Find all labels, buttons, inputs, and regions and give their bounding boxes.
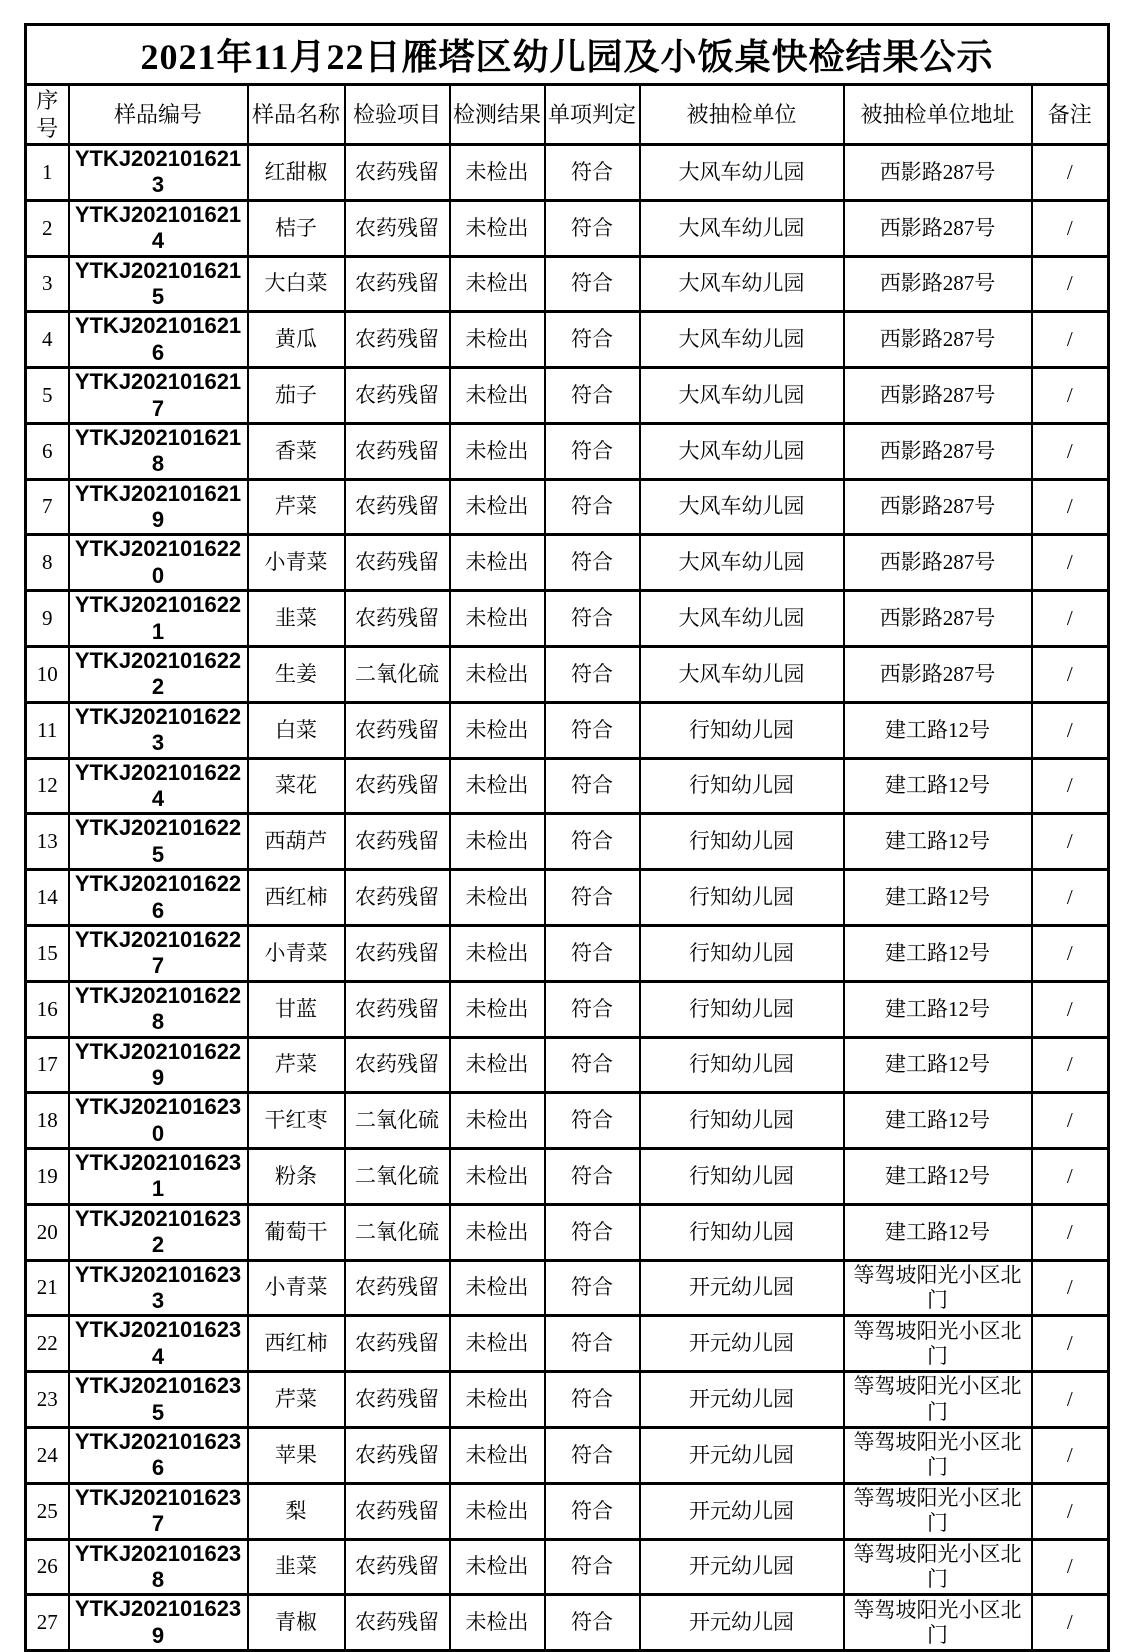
cell-serial: 25 — [26, 1483, 69, 1539]
cell-test-result: 未检出 — [450, 702, 545, 758]
cell-serial: 27 — [26, 1595, 69, 1651]
cell-serial: 9 — [26, 591, 69, 647]
cell-judgment: 符合 — [545, 814, 640, 870]
cell-unit-address: 西影路287号 — [844, 535, 1032, 591]
column-header-sample-id: 样品编号 — [69, 85, 248, 145]
cell-judgment: 符合 — [545, 145, 640, 201]
cell-serial: 18 — [26, 1093, 69, 1149]
cell-remark: / — [1032, 1093, 1109, 1149]
cell-sample-name: 大白菜 — [248, 256, 345, 312]
cell-remark: / — [1032, 1539, 1109, 1595]
cell-remark: / — [1032, 925, 1109, 981]
cell-test-result: 未检出 — [450, 423, 545, 479]
column-header-remark: 备注 — [1032, 85, 1109, 145]
table-row — [26, 1316, 1109, 1372]
cell-test-result: 未检出 — [450, 1539, 545, 1595]
cell-judgment: 符合 — [545, 200, 640, 256]
cell-judgment: 符合 — [545, 1037, 640, 1093]
cell-serial: 16 — [26, 981, 69, 1037]
cell-sampled-unit: 大风车幼儿园 — [640, 145, 844, 201]
cell-judgment: 符合 — [545, 368, 640, 424]
table-row — [26, 1483, 1109, 1539]
cell-test-result: 未检出 — [450, 1483, 545, 1539]
cell-sampled-unit: 大风车幼儿园 — [640, 535, 844, 591]
cell-sample-id: YTKJ2021016230 — [69, 1093, 248, 1149]
table-row — [26, 1427, 1109, 1483]
cell-sample-id: YTKJ2021016218 — [69, 423, 248, 479]
cell-sample-name: 粉条 — [248, 1149, 345, 1205]
cell-sample-name: 菜花 — [248, 758, 345, 814]
cell-remark: / — [1032, 200, 1109, 256]
cell-serial: 5 — [26, 368, 69, 424]
page-title: 2021年11月22日雁塔区幼儿园及小饭桌快检结果公示 — [26, 25, 1109, 85]
cell-sampled-unit: 行知幼儿园 — [640, 758, 844, 814]
cell-test-item: 农药残留 — [345, 870, 450, 926]
cell-test-item: 农药残留 — [345, 312, 450, 368]
cell-judgment: 符合 — [545, 647, 640, 703]
column-header-judgment: 单项判定 — [545, 85, 640, 145]
cell-sample-id: YTKJ2021016224 — [69, 758, 248, 814]
table-row — [26, 1093, 1109, 1149]
cell-judgment: 符合 — [545, 981, 640, 1037]
table-row — [26, 1204, 1109, 1260]
cell-test-result: 未检出 — [450, 145, 545, 201]
cell-test-result: 未检出 — [450, 256, 545, 312]
cell-remark: / — [1032, 702, 1109, 758]
cell-sample-name: 芹菜 — [248, 1037, 345, 1093]
cell-remark: / — [1032, 981, 1109, 1037]
cell-remark: / — [1032, 758, 1109, 814]
cell-serial: 20 — [26, 1204, 69, 1260]
cell-serial: 6 — [26, 423, 69, 479]
column-header-test-result: 检测结果 — [450, 85, 545, 145]
cell-serial: 3 — [26, 256, 69, 312]
cell-test-item: 农药残留 — [345, 200, 450, 256]
cell-test-item: 二氧化硫 — [345, 647, 450, 703]
cell-sample-id: YTKJ2021016234 — [69, 1316, 248, 1372]
cell-test-item: 农药残留 — [345, 702, 450, 758]
cell-sample-name: 芹菜 — [248, 1372, 345, 1428]
cell-unit-address: 等驾坡阳光小区北门 — [844, 1316, 1032, 1372]
cell-sample-id: YTKJ2021016213 — [69, 145, 248, 201]
cell-test-result: 未检出 — [450, 1260, 545, 1316]
cell-test-result: 未检出 — [450, 479, 545, 535]
cell-serial: 19 — [26, 1149, 69, 1205]
cell-test-item: 农药残留 — [345, 1539, 450, 1595]
cell-remark: / — [1032, 479, 1109, 535]
table-row — [26, 423, 1109, 479]
cell-test-result: 未检出 — [450, 1149, 545, 1205]
cell-judgment: 符合 — [545, 870, 640, 926]
cell-test-result: 未检出 — [450, 1427, 545, 1483]
title-row — [26, 25, 1109, 85]
table-row — [26, 368, 1109, 424]
cell-unit-address: 等驾坡阳光小区北门 — [844, 1260, 1032, 1316]
cell-serial: 15 — [26, 925, 69, 981]
cell-unit-address: 建工路12号 — [844, 1149, 1032, 1205]
cell-test-item: 二氧化硫 — [345, 1149, 450, 1205]
cell-test-result: 未检出 — [450, 1093, 545, 1149]
cell-test-result: 未检出 — [450, 1037, 545, 1093]
table-row — [26, 479, 1109, 535]
cell-unit-address: 西影路287号 — [844, 368, 1032, 424]
cell-serial: 2 — [26, 200, 69, 256]
cell-sampled-unit: 大风车幼儿园 — [640, 423, 844, 479]
cell-sample-name: 红甜椒 — [248, 145, 345, 201]
cell-sample-id: YTKJ2021016222 — [69, 647, 248, 703]
cell-unit-address: 西影路287号 — [844, 479, 1032, 535]
cell-sample-name: 西红柿 — [248, 870, 345, 926]
cell-sample-id: YTKJ2021016227 — [69, 925, 248, 981]
cell-sample-name: 桔子 — [248, 200, 345, 256]
table-row — [26, 925, 1109, 981]
document-page — [0, 23, 1131, 1648]
cell-sample-name: 韭菜 — [248, 591, 345, 647]
cell-sample-id: YTKJ2021016215 — [69, 256, 248, 312]
cell-test-item: 农药残留 — [345, 814, 450, 870]
cell-unit-address: 建工路12号 — [844, 702, 1032, 758]
cell-test-result: 未检出 — [450, 1204, 545, 1260]
cell-sample-name: 西红柿 — [248, 1316, 345, 1372]
cell-serial: 23 — [26, 1372, 69, 1428]
cell-remark: / — [1032, 1204, 1109, 1260]
inspection-results-table — [24, 23, 1110, 1652]
cell-sample-id: YTKJ2021016239 — [69, 1595, 248, 1651]
cell-remark: / — [1032, 368, 1109, 424]
cell-remark: / — [1032, 256, 1109, 312]
cell-remark: / — [1032, 1316, 1109, 1372]
table-row — [26, 1539, 1109, 1595]
table-row — [26, 312, 1109, 368]
cell-sample-name: 干红枣 — [248, 1093, 345, 1149]
cell-sample-name: 小青菜 — [248, 1260, 345, 1316]
cell-test-result: 未检出 — [450, 200, 545, 256]
cell-test-result: 未检出 — [450, 312, 545, 368]
cell-judgment: 符合 — [545, 1260, 640, 1316]
cell-remark: / — [1032, 870, 1109, 926]
cell-test-item: 农药残留 — [345, 1483, 450, 1539]
cell-remark: / — [1032, 1372, 1109, 1428]
cell-unit-address: 西影路287号 — [844, 200, 1032, 256]
cell-remark: / — [1032, 1595, 1109, 1651]
cell-unit-address: 等驾坡阳光小区北门 — [844, 1372, 1032, 1428]
cell-sample-id: YTKJ2021016232 — [69, 1204, 248, 1260]
table-row — [26, 981, 1109, 1037]
cell-unit-address: 建工路12号 — [844, 1037, 1032, 1093]
cell-test-item: 农药残留 — [345, 1595, 450, 1651]
cell-judgment: 符合 — [545, 423, 640, 479]
cell-sample-name: 小青菜 — [248, 925, 345, 981]
table-row — [26, 758, 1109, 814]
cell-judgment: 符合 — [545, 1595, 640, 1651]
cell-judgment: 符合 — [545, 1149, 640, 1205]
cell-sampled-unit: 行知幼儿园 — [640, 814, 844, 870]
cell-sampled-unit: 行知幼儿园 — [640, 1149, 844, 1205]
column-header-serial: 序号 — [26, 85, 69, 145]
cell-sampled-unit: 开元幼儿园 — [640, 1260, 844, 1316]
cell-sampled-unit: 行知幼儿园 — [640, 1037, 844, 1093]
cell-judgment: 符合 — [545, 1316, 640, 1372]
cell-sampled-unit: 开元幼儿园 — [640, 1483, 844, 1539]
cell-sample-id: YTKJ2021016221 — [69, 591, 248, 647]
cell-remark: / — [1032, 1483, 1109, 1539]
cell-unit-address: 建工路12号 — [844, 870, 1032, 926]
cell-unit-address: 建工路12号 — [844, 758, 1032, 814]
cell-sample-name: 甘蓝 — [248, 981, 345, 1037]
cell-sample-name: 白菜 — [248, 702, 345, 758]
cell-judgment: 符合 — [545, 312, 640, 368]
table-row — [26, 535, 1109, 591]
cell-serial: 4 — [26, 312, 69, 368]
cell-sample-id: YTKJ2021016229 — [69, 1037, 248, 1093]
table-row — [26, 647, 1109, 703]
cell-sample-id: YTKJ2021016238 — [69, 1539, 248, 1595]
cell-serial: 8 — [26, 535, 69, 591]
cell-test-result: 未检出 — [450, 1316, 545, 1372]
cell-test-result: 未检出 — [450, 870, 545, 926]
cell-test-item: 农药残留 — [345, 1427, 450, 1483]
table-row — [26, 200, 1109, 256]
cell-judgment: 符合 — [545, 925, 640, 981]
cell-test-item: 农药残留 — [345, 925, 450, 981]
cell-test-result: 未检出 — [450, 981, 545, 1037]
cell-unit-address: 等驾坡阳光小区北门 — [844, 1483, 1032, 1539]
cell-test-result: 未检出 — [450, 1595, 545, 1651]
cell-unit-address: 建工路12号 — [844, 1093, 1032, 1149]
cell-remark: / — [1032, 647, 1109, 703]
table-row — [26, 870, 1109, 926]
column-header-sample-name: 样品名称 — [248, 85, 345, 145]
cell-sample-id: YTKJ2021016223 — [69, 702, 248, 758]
cell-unit-address: 西影路287号 — [844, 423, 1032, 479]
cell-judgment: 符合 — [545, 758, 640, 814]
cell-sampled-unit: 大风车幼儿园 — [640, 591, 844, 647]
cell-judgment: 符合 — [545, 702, 640, 758]
cell-serial: 12 — [26, 758, 69, 814]
cell-test-item: 农药残留 — [345, 1316, 450, 1372]
cell-serial: 17 — [26, 1037, 69, 1093]
cell-sampled-unit: 行知幼儿园 — [640, 925, 844, 981]
cell-sampled-unit: 大风车幼儿园 — [640, 200, 844, 256]
cell-sample-id: YTKJ2021016226 — [69, 870, 248, 926]
cell-sample-name: 青椒 — [248, 1595, 345, 1651]
cell-remark: / — [1032, 1427, 1109, 1483]
cell-serial: 21 — [26, 1260, 69, 1316]
cell-sample-name: 小青菜 — [248, 535, 345, 591]
cell-sample-name: 生姜 — [248, 647, 345, 703]
cell-sample-id: YTKJ2021016233 — [69, 1260, 248, 1316]
column-header-unit-address: 被抽检单位地址 — [844, 85, 1032, 145]
cell-test-result: 未检出 — [450, 1372, 545, 1428]
cell-sampled-unit: 开元幼儿园 — [640, 1539, 844, 1595]
cell-unit-address: 西影路287号 — [844, 647, 1032, 703]
cell-sampled-unit: 行知幼儿园 — [640, 702, 844, 758]
cell-test-item: 农药残留 — [345, 591, 450, 647]
cell-serial: 11 — [26, 702, 69, 758]
column-header-sampled-unit: 被抽检单位 — [640, 85, 844, 145]
cell-sampled-unit: 行知幼儿园 — [640, 981, 844, 1037]
cell-test-result: 未检出 — [450, 647, 545, 703]
cell-judgment: 符合 — [545, 256, 640, 312]
cell-sample-name: 黄瓜 — [248, 312, 345, 368]
cell-sampled-unit: 开元幼儿园 — [640, 1427, 844, 1483]
cell-serial: 1 — [26, 145, 69, 201]
cell-sample-name: 芹菜 — [248, 479, 345, 535]
cell-sample-id: YTKJ2021016228 — [69, 981, 248, 1037]
cell-judgment: 符合 — [545, 1539, 640, 1595]
cell-unit-address: 等驾坡阳光小区北门 — [844, 1539, 1032, 1595]
cell-test-item: 农药残留 — [345, 535, 450, 591]
cell-sampled-unit: 行知幼儿园 — [640, 870, 844, 926]
table-row — [26, 145, 1109, 201]
cell-serial: 10 — [26, 647, 69, 703]
cell-sample-id: YTKJ2021016214 — [69, 200, 248, 256]
cell-judgment: 符合 — [545, 591, 640, 647]
cell-serial: 7 — [26, 479, 69, 535]
table-row — [26, 1037, 1109, 1093]
table-row — [26, 1595, 1109, 1651]
cell-test-item: 二氧化硫 — [345, 1204, 450, 1260]
cell-remark: / — [1032, 145, 1109, 201]
cell-sample-name: 西葫芦 — [248, 814, 345, 870]
cell-sampled-unit: 大风车幼儿园 — [640, 256, 844, 312]
cell-remark: / — [1032, 1260, 1109, 1316]
table-row — [26, 1372, 1109, 1428]
cell-test-item: 农药残留 — [345, 368, 450, 424]
cell-test-item: 农药残留 — [345, 1372, 450, 1428]
cell-sampled-unit: 大风车幼儿园 — [640, 368, 844, 424]
cell-sample-name: 茄子 — [248, 368, 345, 424]
cell-remark: / — [1032, 535, 1109, 591]
cell-test-item: 二氧化硫 — [345, 1093, 450, 1149]
cell-sampled-unit: 大风车幼儿园 — [640, 647, 844, 703]
cell-unit-address: 等驾坡阳光小区北门 — [844, 1427, 1032, 1483]
cell-serial: 13 — [26, 814, 69, 870]
cell-test-item: 农药残留 — [345, 256, 450, 312]
cell-unit-address: 建工路12号 — [844, 981, 1032, 1037]
cell-serial: 14 — [26, 870, 69, 926]
cell-sample-id: YTKJ2021016216 — [69, 312, 248, 368]
cell-sampled-unit: 开元幼儿园 — [640, 1595, 844, 1651]
cell-sample-name: 梨 — [248, 1483, 345, 1539]
cell-judgment: 符合 — [545, 1093, 640, 1149]
cell-serial: 26 — [26, 1539, 69, 1595]
cell-judgment: 符合 — [545, 1372, 640, 1428]
cell-serial: 22 — [26, 1316, 69, 1372]
cell-remark: / — [1032, 1037, 1109, 1093]
cell-test-result: 未检出 — [450, 758, 545, 814]
cell-sampled-unit: 大风车幼儿园 — [640, 479, 844, 535]
cell-sample-id: YTKJ2021016220 — [69, 535, 248, 591]
cell-judgment: 符合 — [545, 1427, 640, 1483]
cell-test-result: 未检出 — [450, 925, 545, 981]
cell-remark: / — [1032, 312, 1109, 368]
cell-sampled-unit: 开元幼儿园 — [640, 1372, 844, 1428]
table-row — [26, 591, 1109, 647]
cell-sample-name: 韭菜 — [248, 1539, 345, 1595]
cell-serial: 24 — [26, 1427, 69, 1483]
cell-judgment: 符合 — [545, 1483, 640, 1539]
cell-unit-address: 建工路12号 — [844, 925, 1032, 981]
cell-judgment: 符合 — [545, 1204, 640, 1260]
cell-sample-name: 苹果 — [248, 1427, 345, 1483]
cell-remark: / — [1032, 1149, 1109, 1205]
cell-unit-address: 等驾坡阳光小区北门 — [844, 1595, 1032, 1651]
cell-test-item: 农药残留 — [345, 423, 450, 479]
table-row — [26, 1149, 1109, 1205]
cell-sample-id: YTKJ2021016225 — [69, 814, 248, 870]
cell-sample-id: YTKJ2021016235 — [69, 1372, 248, 1428]
cell-sampled-unit: 行知幼儿园 — [640, 1093, 844, 1149]
cell-sample-name: 香菜 — [248, 423, 345, 479]
cell-sampled-unit: 大风车幼儿园 — [640, 312, 844, 368]
cell-test-item: 农药残留 — [345, 1260, 450, 1316]
cell-unit-address: 西影路287号 — [844, 145, 1032, 201]
cell-sample-id: YTKJ2021016219 — [69, 479, 248, 535]
cell-remark: / — [1032, 814, 1109, 870]
table-row — [26, 814, 1109, 870]
cell-unit-address: 西影路287号 — [844, 312, 1032, 368]
cell-test-item: 农药残留 — [345, 145, 450, 201]
cell-judgment: 符合 — [545, 535, 640, 591]
cell-remark: / — [1032, 423, 1109, 479]
cell-sample-id: YTKJ2021016217 — [69, 368, 248, 424]
cell-sample-id: YTKJ2021016231 — [69, 1149, 248, 1205]
cell-test-result: 未检出 — [450, 814, 545, 870]
cell-test-result: 未检出 — [450, 535, 545, 591]
cell-test-result: 未检出 — [450, 591, 545, 647]
cell-sample-id: YTKJ2021016236 — [69, 1427, 248, 1483]
table-body — [26, 145, 1109, 1651]
cell-sample-name: 葡萄干 — [248, 1204, 345, 1260]
cell-sampled-unit: 行知幼儿园 — [640, 1204, 844, 1260]
table-row — [26, 1260, 1109, 1316]
cell-test-item: 农药残留 — [345, 1037, 450, 1093]
cell-remark: / — [1032, 591, 1109, 647]
cell-test-result: 未检出 — [450, 368, 545, 424]
table-row — [26, 702, 1109, 758]
cell-judgment: 符合 — [545, 479, 640, 535]
cell-unit-address: 西影路287号 — [844, 591, 1032, 647]
cell-test-item: 农药残留 — [345, 479, 450, 535]
cell-sampled-unit: 开元幼儿园 — [640, 1316, 844, 1372]
cell-test-item: 农药残留 — [345, 758, 450, 814]
cell-unit-address: 建工路12号 — [844, 1204, 1032, 1260]
cell-unit-address: 西影路287号 — [844, 256, 1032, 312]
table-header-row — [26, 85, 1109, 145]
table-row — [26, 256, 1109, 312]
cell-unit-address: 建工路12号 — [844, 814, 1032, 870]
column-header-test-item: 检验项目 — [345, 85, 450, 145]
cell-sample-id: YTKJ2021016237 — [69, 1483, 248, 1539]
cell-test-item: 农药残留 — [345, 981, 450, 1037]
